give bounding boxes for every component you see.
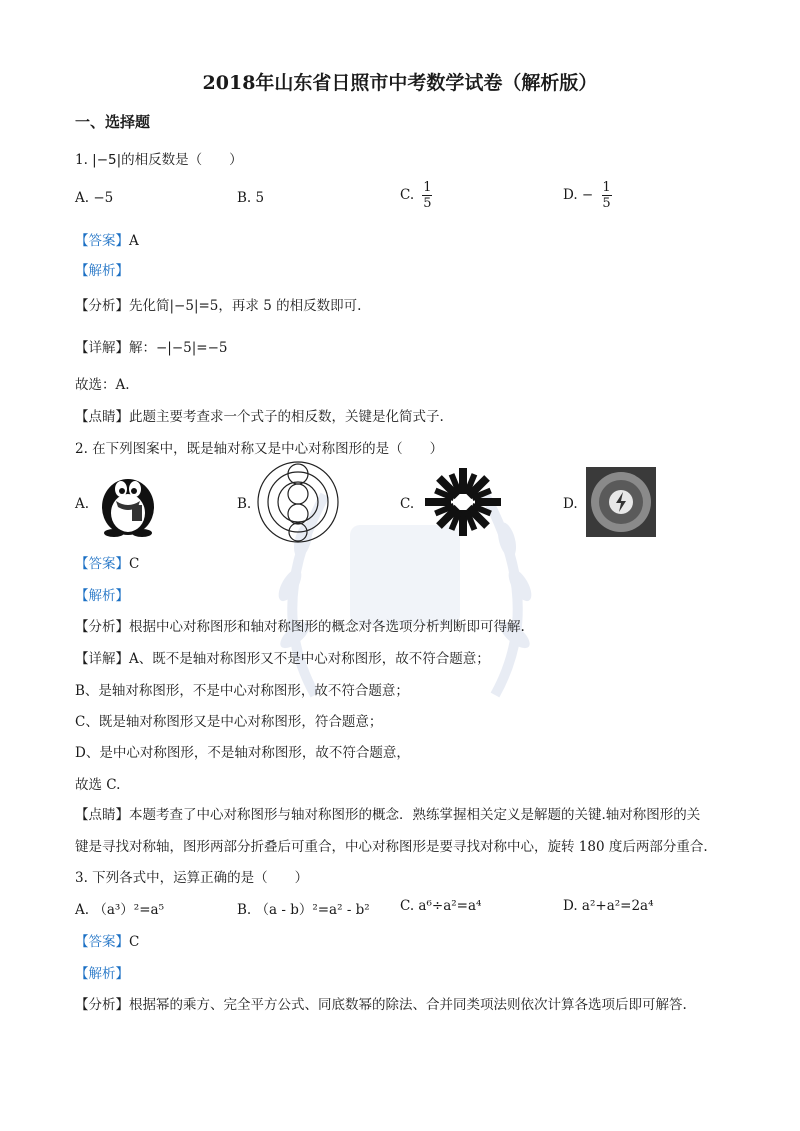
question-2-stem: 2. 在下列图案中，既是轴对称又是中心对称图形的是（ ） bbox=[75, 441, 444, 457]
q2-dianjing-2: 键是寻找对称轴，图形两部分折叠后可重合，中心对称图形是要寻找对称中心，旋转 180 度后两部分重合. bbox=[75, 839, 708, 855]
q2-label-b: B. bbox=[237, 496, 252, 512]
sunburst-icon bbox=[425, 468, 501, 536]
question-3-stem: 3. 下列各式中，运算正确的是（ ） bbox=[75, 870, 309, 886]
q2-label-d: D. bbox=[563, 496, 578, 512]
fraction: $\frac{1}{5}$ bbox=[602, 180, 611, 211]
q1-option-d: D. − $\frac{1}{5}$ bbox=[563, 180, 611, 211]
q2-dianjing-1: 【点睛】本题考查了中心对称图形与轴对称图形的概念．熟练掌握相关定义是解题的关键.轴对称图形的关 bbox=[75, 807, 701, 823]
section-heading: 一、选择题 bbox=[75, 113, 151, 131]
q3-option-c: C. a⁶÷a²=a⁴ bbox=[400, 898, 482, 914]
q2-label-a: A. bbox=[75, 496, 90, 512]
fraction: $\frac{1}{5}$ bbox=[423, 180, 432, 211]
q3-option-a: A. （a³）²=a⁵ bbox=[75, 902, 164, 918]
page-title: 2018年山东省日照市中考数学试卷（解析版） bbox=[202, 72, 598, 94]
q2-answer: 【答案】C bbox=[75, 556, 140, 572]
q2-xiangjie: 【详解】A、既不是轴对称图形又不是中心对称图形，故不符合题意； bbox=[75, 651, 490, 667]
q1-answer: 【答案】A bbox=[75, 233, 139, 249]
q1-conclusion: 故选：A. bbox=[75, 377, 130, 393]
q3-option-b: B. （a - b）²=a² - b² bbox=[237, 902, 370, 918]
nested-circles-icon bbox=[256, 460, 340, 544]
q2-fenxi: 【分析】根据中心对称图形和轴对称图形的概念对各选项分析判断即可得解. bbox=[75, 619, 525, 635]
q1-dianjing: 【点睛】此题主要考查求一个式子的相反数，关键是化简式子. bbox=[75, 409, 444, 425]
q3-option-d: D. a²+a²=2a⁴ bbox=[563, 898, 654, 914]
q3-answer: 【答案】C bbox=[75, 934, 140, 950]
q2-label-c: C. bbox=[400, 496, 415, 512]
q1-option-c: C. $\frac{1}{5}$ bbox=[400, 180, 432, 211]
penguin-icon bbox=[92, 465, 164, 537]
question-1-stem: 1. |−5|的相反数是（ ） bbox=[75, 152, 243, 168]
q1-fenxi: 【分析】先化简|−5|=5，再求 5 的相反数即可. bbox=[75, 298, 362, 314]
q1-option-b: B. 5 bbox=[237, 190, 265, 206]
lightning-circle-icon bbox=[586, 467, 656, 537]
q2-line-d: D、是中心对称图形，不是轴对称图形，故不符合题意， bbox=[75, 745, 410, 761]
q2-analysis-heading: 【解析】 bbox=[75, 588, 129, 604]
q1-option-a: A. −5 bbox=[75, 190, 114, 206]
q2-conclusion: 故选 C. bbox=[75, 777, 121, 793]
q2-line-b: B、是轴对称图形，不是中心对称图形，故不符合题意； bbox=[75, 683, 409, 699]
q3-analysis-heading: 【解析】 bbox=[75, 966, 129, 982]
q3-fenxi: 【分析】根据幂的乘方、完全平方公式、同底数幂的除法、合并同类项法则依次计算各选项后即可解答. bbox=[75, 997, 687, 1013]
q1-analysis-heading: 【解析】 bbox=[75, 263, 129, 279]
q1-xiangjie: 【详解】解：−|−5|=−5 bbox=[75, 340, 228, 356]
q2-line-c: C、既是轴对称图形又是中心对称图形，符合题意； bbox=[75, 714, 383, 730]
